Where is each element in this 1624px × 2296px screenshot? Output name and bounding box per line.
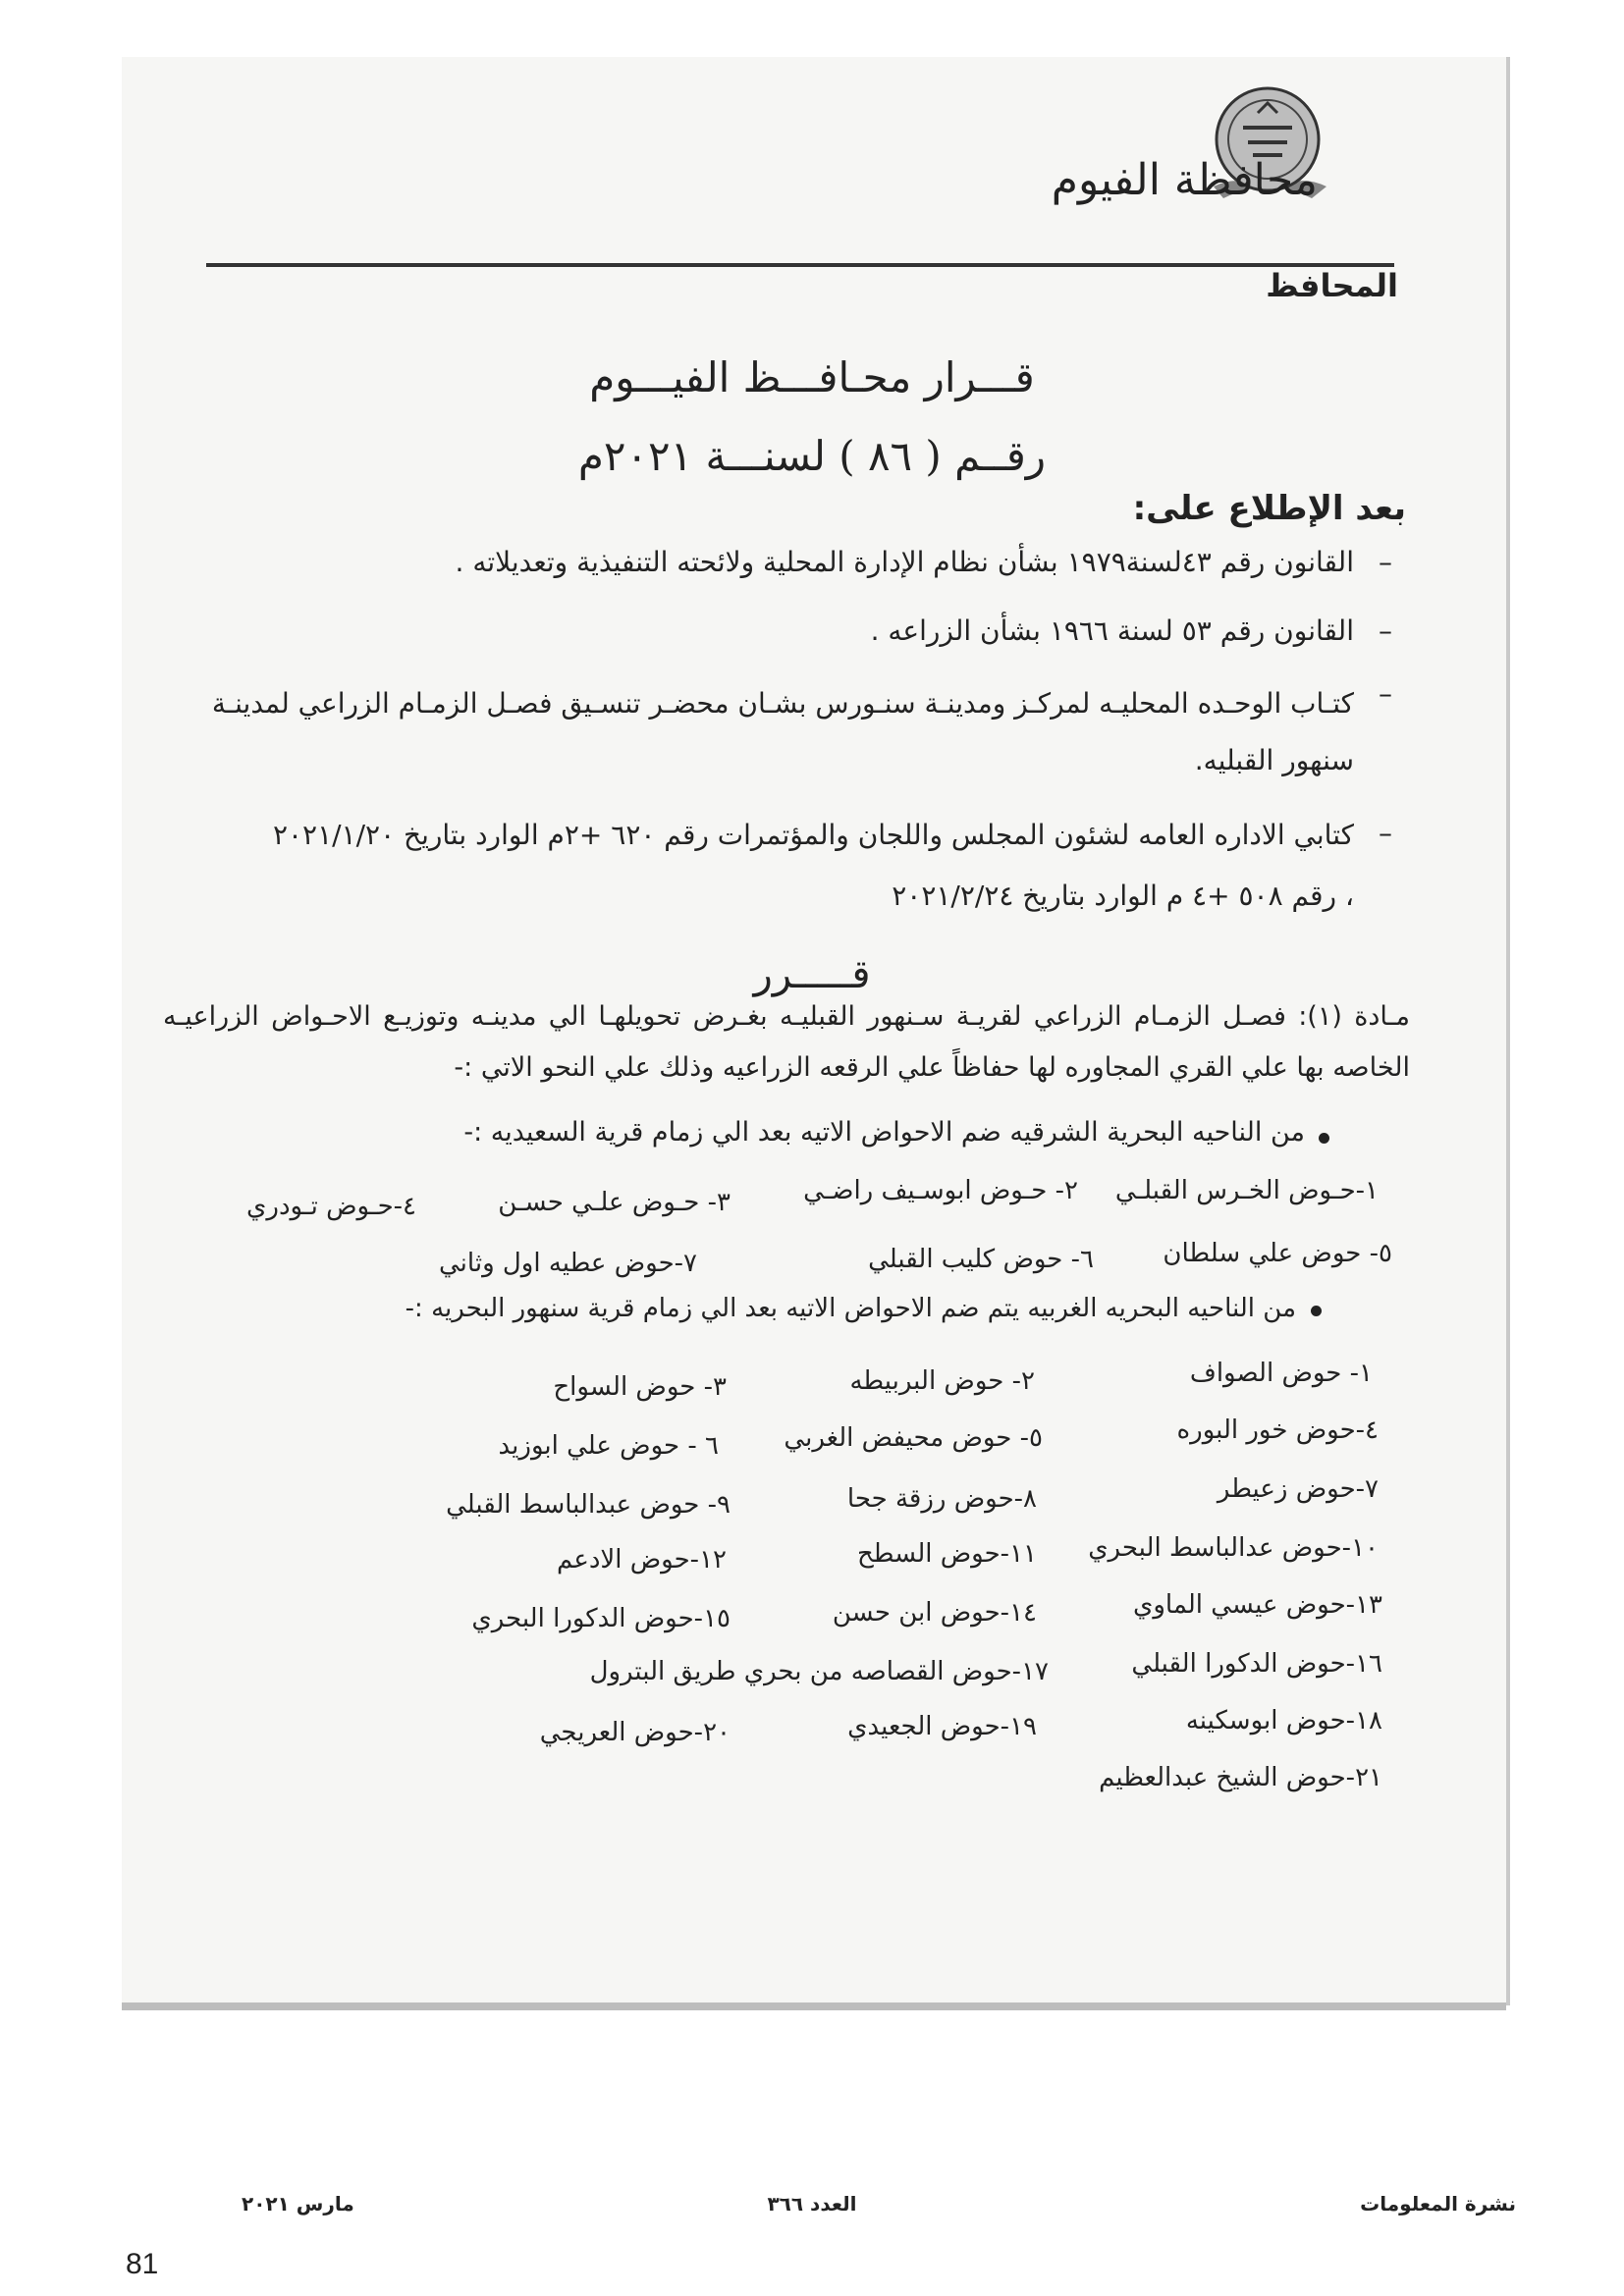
basin-item: ٢١-حوض الشيخ عبدالعظيم <box>1099 1763 1382 1792</box>
decision-heading: قـــــرر <box>753 952 871 997</box>
reference-item: القانون رقم ٥٣ لسنة ١٩٦٦ بشأن الزراعه . <box>870 614 1354 647</box>
basin-item: ٧-حوض عطيه اول وثاني <box>439 1249 697 1278</box>
reference-continuation: ، رقم ٥٠٨ +٤ م الوارد بتاريخ ٢٠٢١/٢/٢٤ <box>892 880 1354 912</box>
basin-item: ١٦-حوض الدكورا القبلي <box>1131 1649 1382 1679</box>
basin-item: ١٥-حوض الدكورا البحري <box>471 1604 731 1633</box>
basin-item: ٩- حوض عبدالباسط القبلي <box>446 1490 731 1520</box>
bullet-dot <box>1311 1306 1322 1316</box>
header-divider <box>206 263 1394 267</box>
governor-label: المحافظ <box>1266 267 1398 304</box>
reference-item: كتابي الاداره العامه لشئون المجلس واللجان والمؤتمرات رقم ٦٢٠ +٢م الوارد بتاريخ ٢٠٢١/١/٢٠ <box>272 819 1354 851</box>
basin-item: ٨-حوض رزقة جحا <box>846 1484 1037 1514</box>
basin-item: ١٠-حوض عدالباسط البحري <box>1088 1533 1379 1563</box>
governorate-name: محافظة الفيوم <box>1051 155 1318 205</box>
decree-number: رقــم ( ٨٦ ) لسنـــة ٢٠٢١م <box>577 432 1047 480</box>
basin-item: ١٤-حوض ابن حسن <box>832 1598 1037 1628</box>
basin-item: ٧-حوض زعيطر <box>1217 1474 1379 1504</box>
basin-item: ٦ - حوض علي ابوزيد <box>498 1431 719 1461</box>
footer-date: مارس ٢٠٢١ <box>242 2192 354 2216</box>
scan-edge <box>122 2002 1506 2010</box>
basin-item: ٦- حوض كليب القبلي <box>868 1245 1094 1274</box>
east-section-heading: من الناحيه البحرية الشرقيه ضم الاحواض الاتيه بعد الي زمام قرية السعيديه :- <box>463 1117 1305 1148</box>
basin-item: ٣- حوض السواح <box>553 1372 727 1402</box>
basin-item: ٢- حـوض ابوسـيف راضـي <box>803 1176 1078 1205</box>
basin-item: ٢- حوض البربيطه <box>849 1366 1035 1396</box>
reference-item: كتـاب الوحـده المحليـه لمركـز ومدينـة سنـورس بشـان محضـر تنسـيق فصـل الزمـام الزراعي لمدينـة <box>211 687 1354 720</box>
basin-item: ١٨-حوض ابوسكينه <box>1185 1706 1382 1735</box>
basin-item: ٢٠-حوض العريجي <box>539 1718 731 1747</box>
footer-publication: نشرة المعلومات <box>1360 2192 1516 2216</box>
basin-item: ٥- حوض علي سلطان <box>1163 1239 1392 1268</box>
basin-item: ١١-حوض السطح <box>857 1539 1037 1569</box>
list-dash: – <box>1379 546 1392 578</box>
article-1: مـادة (١): فصـل الزمـام الزراعي لقريـة سـنهور القبليـه بغـرض تحويلهـا الي مدينـه وتوزيـع الاحـواض الزراعيـه الخاصه بها علي القري المجاوره لها حفاظاً علي الرقعه الزراعيه وذلك علي النحو الاتي :- <box>163 1001 1410 1083</box>
page-number: 81 <box>126 2248 159 2280</box>
list-dash: – <box>1379 614 1392 647</box>
footer-issue: العدد ٣٦٦ <box>767 2192 857 2216</box>
list-dash: – <box>1379 817 1392 849</box>
bullet-dot <box>1319 1133 1329 1144</box>
decree-title: قـــرار محـافـــظ الفيـــوم <box>589 353 1035 401</box>
basin-item: ٥- حوض محيفض الغربي <box>784 1423 1043 1453</box>
basin-item: ١-حـوض الخـرس القبلـي <box>1114 1176 1379 1205</box>
west-section-heading: من الناحيه البحريه الغربيه يتم ضم الاحواض الاتيه بعد الي زمام قرية سنهور البحريه :- <box>405 1294 1296 1323</box>
basin-item: ١٩-حوض الجعيدي <box>847 1712 1037 1741</box>
basin-item: ١٢-حوض الادعم <box>557 1545 727 1575</box>
basin-item: ١٧-حوض القصاصه من بحري طريق البترول <box>589 1657 1049 1686</box>
reference-item: القانون رقم ٤٣لسنة١٩٧٩ بشأن نظام الإدارة المحلية ولائحته التنفيذية وتعديلاته . <box>455 546 1354 578</box>
basin-item: ٤-حوض خور البوره <box>1176 1415 1379 1445</box>
basin-item: ١- حوض الصواف <box>1189 1359 1373 1388</box>
basin-item: ١٣-حوض عيسي الماوي <box>1132 1590 1382 1620</box>
after-review-heading: بعد الإطلاع على: <box>1132 489 1406 528</box>
basin-item: ٤-حـوض تـودري <box>246 1192 416 1221</box>
list-dash: – <box>1379 677 1392 710</box>
basin-item: ٣- حـوض علـي حسـن <box>498 1188 731 1217</box>
reference-continuation: سنهور القبليه. <box>1194 744 1354 776</box>
